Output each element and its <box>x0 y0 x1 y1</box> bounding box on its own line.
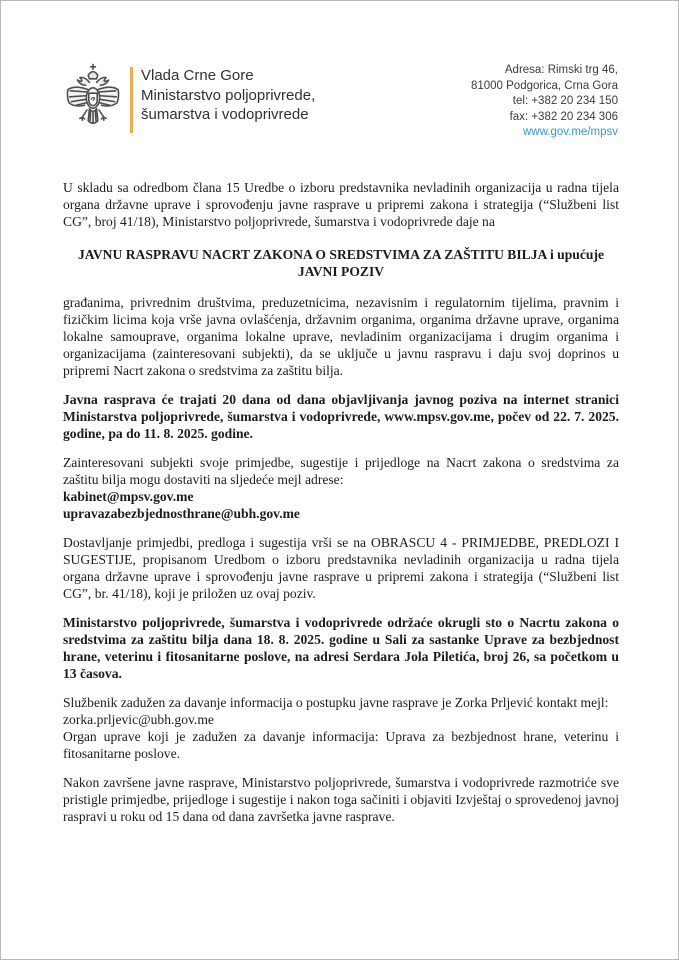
contact-info <box>471 63 618 141</box>
officer-intro-paragraph: Službenik zadužen za davanje informacija o postupku javne rasprave je Zorka Prljević kontakt mejl: <box>63 695 609 710</box>
submission-email-1: kabinet@mpsv.gov.me <box>63 489 194 504</box>
letterhead <box>63 61 618 145</box>
fax-number: fax: +382 20 234 306 <box>509 110 618 123</box>
address-line-2: 81000 Podgorica, Crna Gora <box>470 79 618 92</box>
org-line-ministry: Ministarstvo poljoprivrede, <box>141 86 316 104</box>
phone-number: tel: +382 20 234 150 <box>512 95 618 107</box>
closing-paragraph: Nakon završene javne rasprave, Ministarstvo poljoprivrede, šumarstva i vodoprivrede razmotriće sve pristigle primjedbe, prijedloge i sugestije i nakon toga sačiniti i objaviti Izvještaj o sprovedenoj javnoj raspravi u roku od 15 dana od dana završetka javne rasprave. <box>63 775 619 824</box>
intro-paragraph: U skladu sa odredbom člana 15 Uredbe o izboru predstavnika nevladinih organizacija u radna tijela organa državne uprave i sprovođenju javne rasprave u pripremi zakona i strategija (“Službeni list CG”, broj 41/18), Ministarstvo poljoprivrede, šumarstva i vodoprivrede daje na <box>63 180 619 229</box>
document-title-line-2: JAVNI POZIV <box>297 264 385 279</box>
duration-paragraph: Javna rasprava će trajati 20 dana od dana objavljivanja javnog poziva na internet stranici Ministarstva poljoprivrede, šumarstva i vodoprivrede, www.mpsv.gov.me, počev od 22. 7. 2025. godine, pa do 11. 8. 2025. godine. <box>63 392 619 441</box>
officer-email: zorka.prljevic@ubh.gov.me <box>63 712 214 727</box>
spacer <box>63 522 619 534</box>
org-line-ministry-2: šumarstva i vodoprivrede <box>141 106 309 123</box>
address-line-1: Adresa: Rimski trg 46, <box>504 64 618 76</box>
form-paragraph: Dostavljanje primjedbi, predloga i sugestija vrši se na OBRASCU 4 - PRIMJEDBE, PREDLOZI I SUGESTIJE, propisanom Uredbom o izboru predstavnika nevladinih organizacija u radna tijela organa državne uprave i sprovođenju javne rasprave u pripremi zakona i strategija (“Službeni list CG”, br. 41/18), koji je priložen uz ovaj poziv. <box>63 535 619 601</box>
document-title-line-1: JAVNU RASPRAVU NACRT ZAKONA O SREDSTVIMA ZA ZAŠTITU BILJA i upućuje <box>77 247 605 262</box>
document-body <box>63 179 619 837</box>
invitees-paragraph: građanima, privrednim društvima, preduzetnicima, nezavisnim i regulatornim tijelima, pravnim i fizičkim licima koja vrše javna ovlašćenja, državnim organima, organima državne uprave, organima lokalne samouprave, organima lokalne uprave, nevladinim organizacijama i drugim organima i organizacijama (zainteresovani subjekti), da se uključe u javnu raspravu i daju svoj doprinos u pripremi Nacrt zakona o sredstvima za zaštitu bilja. <box>63 295 619 378</box>
roundtable-paragraph: Ministarstvo poljoprivrede, šumarstva i vodoprivrede održaće okrugli sto o Nacrtu zakona o sredstvima za zaštitu bilja dana 18. 8. 2025. godine u Sali za sastanke Uprave za bezbjednost hrane, veterinu i fitosanitarne poslove, na adresi Serdara Jola Piletića, broj 26, sa početkom u 13 časova. <box>63 615 619 681</box>
website-link[interactable]: www.gov.me/mpsv <box>522 126 618 138</box>
org-line-government: Vlada Crne Gore <box>141 67 254 84</box>
document-title <box>63 246 619 280</box>
submission-intro-paragraph: Zainteresovani subjekti svoje primjedbe, sugestije i prijedloge na Nacrt zakona o sredstvima za zaštitu bilja mogu dostaviti na sljedeće mejl adrese: <box>63 455 619 487</box>
officer-org-paragraph: Organ uprave koji je zadužen za davanje informacija: Uprava za bezbjednost hrane, veterinu i fitosanitarne poslove. <box>63 729 619 761</box>
organization-name <box>141 66 315 125</box>
submission-email-2: upravazabezbjednosthrane@ubh.gov.me <box>63 506 300 521</box>
gold-divider <box>130 67 133 133</box>
montenegro-coat-of-arms-icon <box>63 63 123 139</box>
